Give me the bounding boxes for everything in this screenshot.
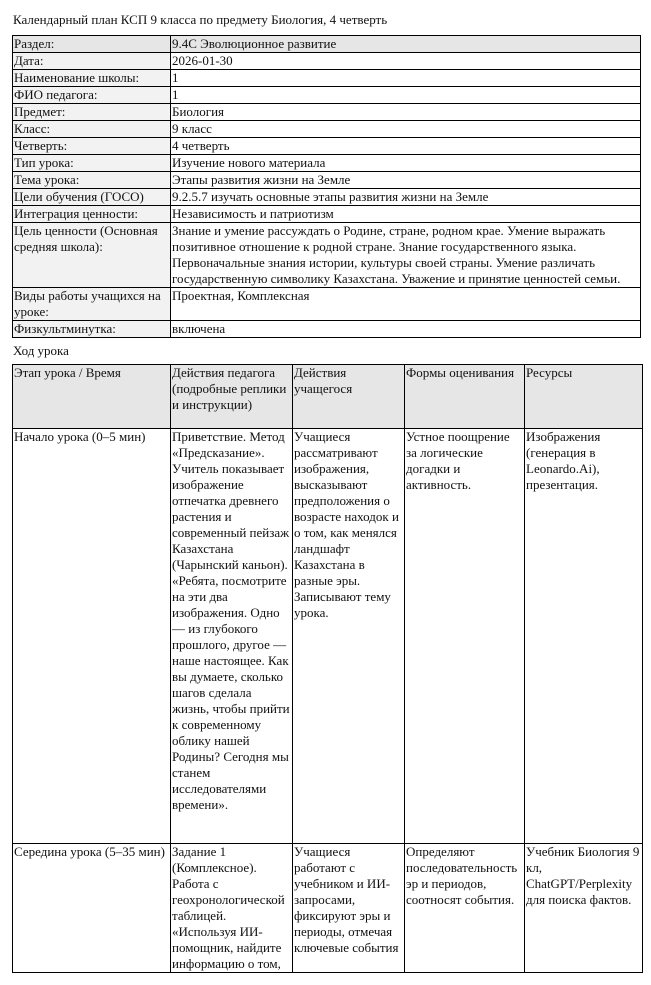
cell-student: Учащиеся работают с учебником и ИИ-запросами, фиксируют эры и периоды, отмечая ключевые события bbox=[293, 844, 405, 973]
info-key: Четверть: bbox=[13, 138, 171, 155]
info-row-topic bbox=[13, 172, 641, 189]
info-key: Дата: bbox=[13, 53, 171, 70]
info-value: Биология bbox=[171, 104, 641, 121]
info-key: Физкультминутка: bbox=[13, 321, 171, 338]
column-header-student: Действия учащегося bbox=[293, 365, 405, 429]
info-value: Знание и умение рассуждать о Родине, стране, родном крае. Умение выражать позитивное отношение к родной стране. Знание государственного языка. Первоначальные знания истории, культуры своей страны. Умение различать государственную символику Казахстана. Уважение и принятие ценностей семьи. bbox=[171, 223, 641, 288]
info-row-goals bbox=[13, 189, 641, 206]
column-header-stage: Этап урока / Время bbox=[13, 365, 171, 429]
info-row-date bbox=[13, 53, 641, 70]
info-row-fizkult bbox=[13, 321, 641, 338]
cell-teacher: Задание 1 (Комплексное). Работа с геохронологической таблицей. «Используя ИИ-помощник, найдите информацию о том, bbox=[171, 844, 293, 973]
info-value: Этапы развития жизни на Земле bbox=[171, 172, 641, 189]
info-value: 2026-01-30 bbox=[171, 53, 641, 70]
section-heading: Ход урока bbox=[13, 343, 69, 358]
info-key: ФИО педагога: bbox=[13, 87, 171, 104]
info-row-school bbox=[13, 70, 641, 87]
info-key: Интеграция ценности: bbox=[13, 206, 171, 223]
cell-stage: Середина урока (5–35 мин) bbox=[13, 844, 171, 973]
info-value: Проектная, Комплексная bbox=[171, 288, 641, 321]
info-row-work-types bbox=[13, 288, 641, 321]
info-row-quarter bbox=[13, 138, 641, 155]
info-row-lesson-type bbox=[13, 155, 641, 172]
cell-resources: Учебник Биология 9 кл, ChatGPT/Perplexity для поиска фактов. bbox=[525, 844, 643, 973]
info-key: Наименование школы: bbox=[13, 70, 171, 87]
cell-teacher: Приветствие. Метод «Предсказание». Учитель показывает изображение отпечатка древнего растения и современный пейзаж Казахстана (Чарынский каньон). «Ребята, посмотрите на эти два изображения. Одно — из глубокого прошлого, другое — наше настоящее. Как вы думаете, сколько шагов сделала жизнь, чтобы прийти к современному облику нашей Родины? Сегодня мы станем исследователями времени». bbox=[171, 429, 293, 844]
cell-assessment: Устное поощрение за логические догадки и активность. bbox=[405, 429, 525, 844]
info-value: 1 bbox=[171, 70, 641, 87]
cell-stage: Начало урока (0–5 мин) bbox=[13, 429, 171, 844]
lesson-plan-table bbox=[12, 364, 643, 973]
table-row bbox=[13, 844, 643, 973]
info-value: 9.2.5.7 изучать основные этапы развития жизни на Земле bbox=[171, 189, 641, 206]
info-row-subject bbox=[13, 104, 641, 121]
column-header-assessment: Формы оценивания bbox=[405, 365, 525, 429]
info-row-integration bbox=[13, 206, 641, 223]
info-value: 9 класс bbox=[171, 121, 641, 138]
info-value: 1 bbox=[171, 87, 641, 104]
info-value: включена bbox=[171, 321, 641, 338]
column-header-resources: Ресурсы bbox=[525, 365, 643, 429]
column-header-teacher: Действия педагога (подробные реплики и инструкции) bbox=[171, 365, 293, 429]
info-key: Предмет: bbox=[13, 104, 171, 121]
info-key: Цель ценности (Основная средняя школа): bbox=[13, 223, 171, 288]
info-key: Цели обучения (ГОСО) bbox=[13, 189, 171, 206]
info-key: Класс: bbox=[13, 121, 171, 138]
table-row bbox=[13, 429, 643, 844]
info-key: Тип урока: bbox=[13, 155, 171, 172]
cell-student: Учащиеся рассматривают изображения, высказывают предположения о возрасте находок и о том, как менялся ландшафт Казахстана в разные эры. Записывают тему урока. bbox=[293, 429, 405, 844]
document-title: Календарный план КСП 9 класса по предмету Биология, 4 четверть bbox=[13, 12, 388, 27]
info-key: Раздел: bbox=[13, 36, 171, 53]
info-key: Тема урока: bbox=[13, 172, 171, 189]
info-row-razdel bbox=[13, 36, 641, 53]
info-key: Виды работы учащихся на уроке: bbox=[13, 288, 171, 321]
lesson-info-table bbox=[12, 35, 641, 338]
info-value: 4 четверть bbox=[171, 138, 641, 155]
info-value: 9.4С Эволюционное развитие bbox=[171, 36, 641, 53]
info-row-class bbox=[13, 121, 641, 138]
cell-assessment: Определяют последовательность эр и периодов, соотносят события. bbox=[405, 844, 525, 973]
info-row-value-goal bbox=[13, 223, 641, 288]
table-header-row bbox=[13, 365, 643, 429]
cell-resources: Изображения (генерация в Leonardo.Ai), презентация. bbox=[525, 429, 643, 844]
info-value: Изучение нового материала bbox=[171, 155, 641, 172]
info-value: Независимость и патриотизм bbox=[171, 206, 641, 223]
info-row-teacher bbox=[13, 87, 641, 104]
